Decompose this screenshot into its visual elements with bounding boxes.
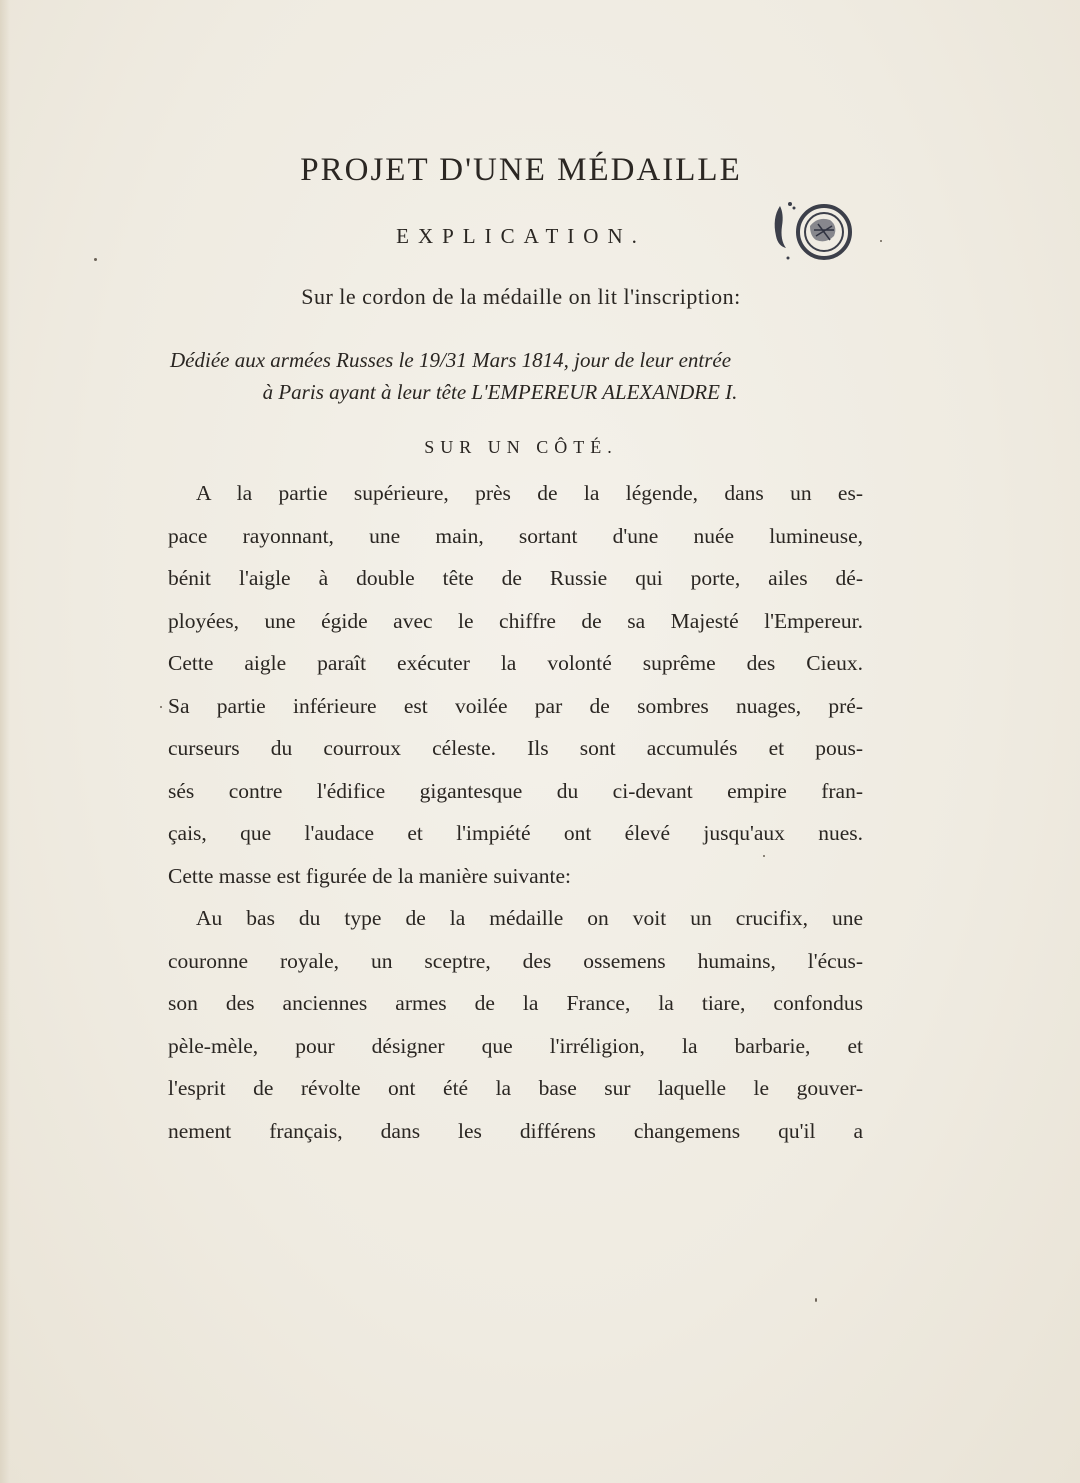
inscription-block [170,344,870,408]
inscription-line-2: à Paris ayant à leur tête L'EMPEREUR ALEXANDRE I. [262,380,738,404]
text-line: çais, que l'audace et l'impiété ont élevé jusqu'aux nues. [168,821,863,845]
page-title: PROJET D'UNE MÉDAILLE [300,152,742,188]
paper-speck [763,855,765,857]
text-line: A la partie supérieure, près de la légende, dans un es- [196,481,863,505]
section-heading: SUR UN CÔTÉ. [424,437,618,457]
text-line: ployées, une égide avec le chiffre de sa Majesté l'Empereur. [168,608,863,633]
page-edge-shadow [0,0,10,1483]
paper-speck [94,258,97,261]
paper-speck [160,706,162,708]
text-line: Au bas du type de la médaille on voit un crucifix, une [196,906,863,930]
paper-speck [815,1298,817,1302]
text-line: bénit l'aigle à double tête de Russie qui porte, ailes dé- [168,566,863,590]
page-subtitle: EXPLICATION. [396,224,646,248]
inscription-line-1: Dédiée aux armées Russes le 19/31 Mars 1814, jour de leur entrée [170,348,732,372]
text-line: Sa partie inférieure est voilée par de sombres nuages, pré- [168,693,863,718]
text-line: curseurs du courroux céleste. Ils sont accumulés et pous- [168,736,863,760]
ink-stamp-icon [766,196,862,268]
text-line: couronne royale, un sceptre, des ossemens humains, l'écus- [168,948,863,973]
intro-line: Sur le cordon de la médaille on lit l'inscription: [301,284,741,309]
text-line: Cette aigle paraît exécuter la volonté suprême des Cieux. [168,651,863,675]
body-text [168,472,863,1152]
text-line: Cette masse est figurée de la manière suivante: [168,863,571,888]
text-line: son des anciennes armes de la France, la tiare, confondus [168,991,863,1015]
text-line: pace rayonnant, une main, sortant d'une nuée lumineuse, [168,523,863,548]
text-line: sés contre l'édifice gigantesque du ci-devant empire fran- [168,778,863,803]
paper-speck [880,240,882,242]
text-line: pèle-mèle, pour désigner que l'irréligion, la barbarie, et [168,1033,863,1058]
text-line: l'esprit de révolte ont été la base sur laquelle le gouver- [168,1076,863,1100]
text-line: nement français, dans les différens changemens qu'il a [168,1118,863,1143]
